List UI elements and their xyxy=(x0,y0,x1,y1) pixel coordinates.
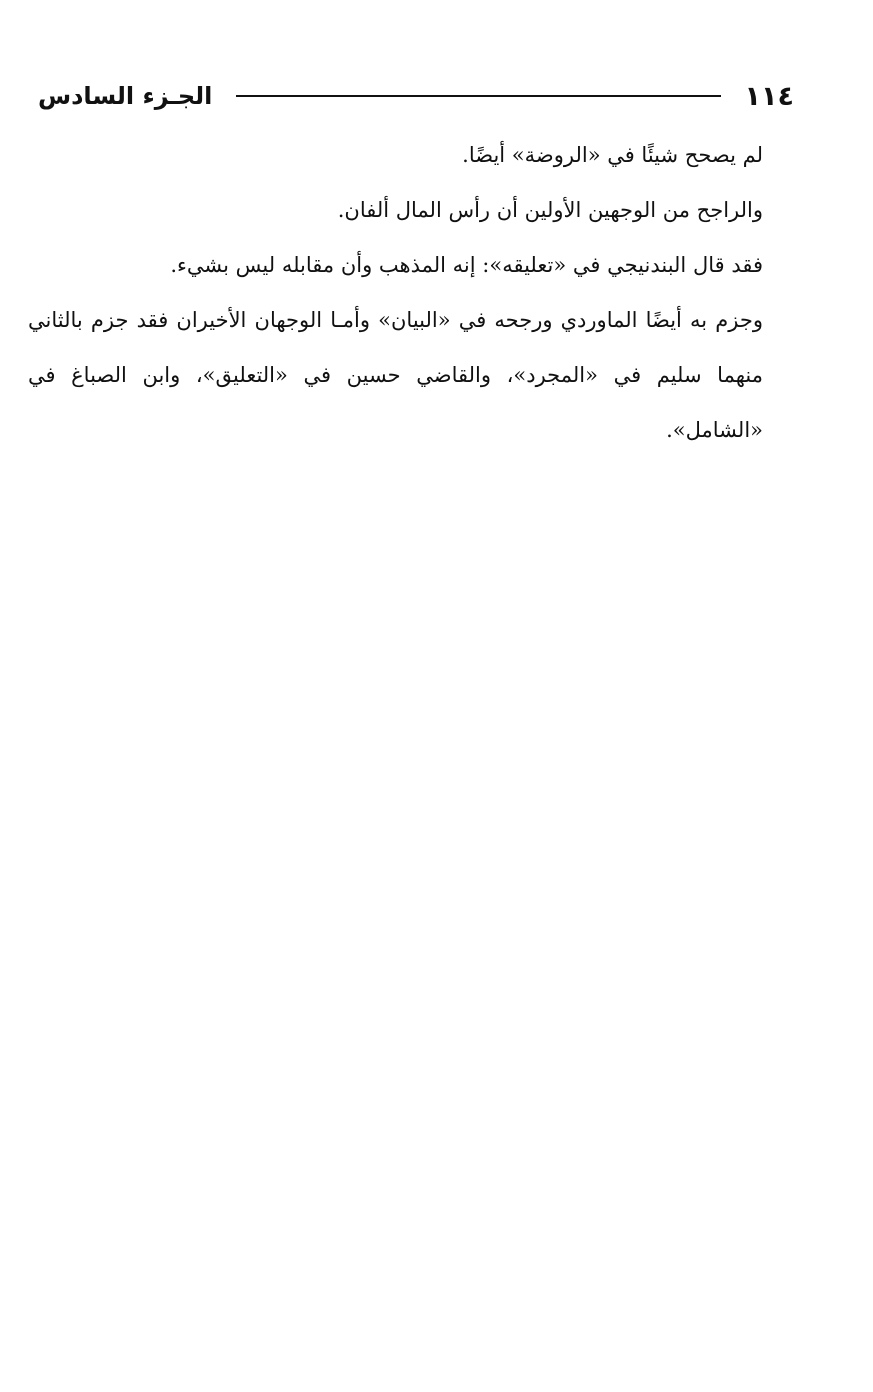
paragraph-2: والراجح من الوجهين الأولين أن رأس المال ألفان. xyxy=(337,198,763,222)
paragraph-3: فقد قال البندنيجي في «تعليقه»: إنه المذهب وأن مقابله ليس بشيء. xyxy=(170,253,763,277)
volume-title: الجـزء السادس xyxy=(38,82,213,110)
paragraph-1: لم يصحح شيئًا في «الروضة» أيضًا. xyxy=(462,143,763,167)
body-text xyxy=(28,128,803,458)
header-rule xyxy=(236,95,720,97)
paragraph-4: وجزم به أيضًا الماوردي ورجحه في «البيان» وأمـا الوجهان الأخيران فقد جزم بالثاني منهما سليم في «المجرد»، والقاضي حسين في «التعليق»، وابن الصباغ في «الشامل». xyxy=(28,308,763,442)
running-header xyxy=(38,76,794,116)
page-number: ١١٤ xyxy=(744,80,794,112)
